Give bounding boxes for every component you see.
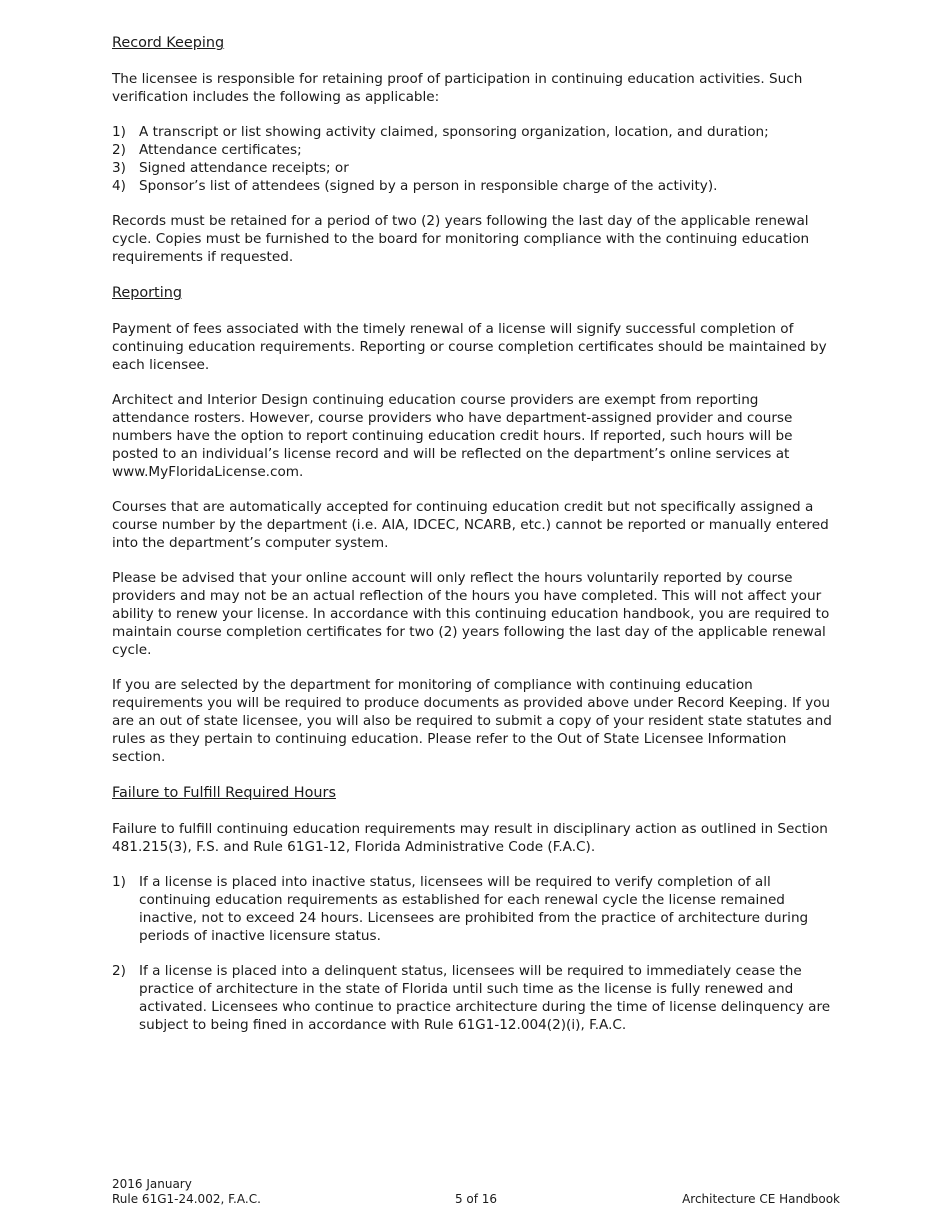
list-number: 2) — [112, 142, 126, 158]
failure-intro: Failure to fulfill continuing education requirements may result in disciplinary action as outlined in Section 481.215(3), F.S. and Rule 61G1-12, Florida Administrative Code (F.A.C). — [112, 821, 828, 855]
list-number: 1) — [112, 124, 126, 140]
record-retention-paragraph: Records must be retained for a period of two (2) years following the last day of the applicable renewal cycle. Copies must be furnished to the board for monitoring compliance with the continuing education requirements if requested. — [112, 213, 810, 265]
footer-date: 2016 January — [112, 1177, 192, 1191]
list-text: Signed attendance receipts; or — [139, 160, 349, 176]
list-text: If a license is placed into inactive status, licensees will be required to verify completion of all continuing education requirements as established for each renewal cycle the license remained inactive, not to exceed 24 hours. Licensees are prohibited from the practice of architecture during periods of inactive licensure status. — [139, 874, 809, 944]
reporting-paragraph: Architect and Interior Design continuing education course providers are exempt from reporting attendance rosters. However, course providers who have department-assigned provider and course numbers have the option to report continuing education credit hours. If reported, such hours will be posted to an individual’s license record and will be reflected on the department’s online services at www.MyFloridaLicense.com. — [112, 392, 793, 480]
record-keeping-intro: The licensee is responsible for retaining proof of participation in continuing education activities. Such verification includes the following as applicable: — [112, 71, 803, 105]
list-item — [112, 873, 840, 945]
list-text: A transcript or list showing activity claimed, sponsoring organization, location, and duration; — [139, 124, 769, 140]
list-number: 3) — [112, 160, 126, 176]
reporting-paragraph: Courses that are automatically accepted for continuing education credit but not specifically assigned a course number by the department (i.e. AIA, IDCEC, NCARB, etc.) cannot be reported or manually entered into the department’s computer system. — [112, 499, 829, 551]
list-item — [112, 141, 840, 159]
page-footer — [112, 1177, 840, 1207]
list-text: If a license is placed into a delinquent status, licensees will be required to immediately cease the practice of architecture in the state of Florida until such time as the license is fully renewed and activated. Licensees who continue to practice architecture during the time of license delinquency are subject to being fined in accordance with Rule 61G1-12.004(2)(i), F.A.C. — [139, 963, 831, 1033]
failure-heading: Failure to Fulfill Required Hours — [112, 785, 336, 801]
record-keeping-heading: Record Keeping — [112, 35, 225, 51]
list-text: Attendance certificates; — [139, 142, 302, 158]
list-item — [112, 123, 840, 141]
failure-list — [112, 873, 840, 1034]
list-item — [112, 962, 840, 1034]
footer-page-number: 5 of 16 — [454, 1192, 498, 1206]
list-item — [112, 177, 840, 195]
list-number: 4) — [112, 178, 126, 194]
document-page — [112, 33, 840, 1051]
list-text: Sponsor’s list of attendees (signed by a person in responsible charge of the activity). — [139, 178, 718, 194]
reporting-paragraph: Please be advised that your online account will only reflect the hours voluntarily reported by course providers and may not be an actual reflection of the hours you have completed. This will not affect your ability to renew your license. In accordance with this continuing education handbook, you are required to maintain course completion certificates for two (2) years following the last day of the applicable renewal cycle. — [112, 570, 830, 658]
record-keeping-list — [112, 123, 840, 195]
list-item — [112, 159, 840, 177]
reporting-paragraph: If you are selected by the department for monitoring of compliance with continuing education requirements you will be required to produce documents as provided above under Record Keeping. If you are an out of state licensee, you will also be required to submit a copy of your resident state statutes and rules as they pertain to continuing education. Please refer to the Out of State Licensee Information section. — [112, 677, 832, 765]
list-number: 1) — [112, 874, 126, 890]
reporting-heading: Reporting — [112, 285, 182, 301]
footer-rule: Rule 61G1-24.002, F.A.C. — [112, 1192, 261, 1206]
footer-title: Architecture CE Handbook — [682, 1192, 840, 1206]
reporting-paragraph: Payment of fees associated with the timely renewal of a license will signify successful completion of continuing education requirements. Reporting or course completion certificates should be maintained by each licensee. — [112, 321, 827, 373]
list-number: 2) — [112, 963, 126, 979]
